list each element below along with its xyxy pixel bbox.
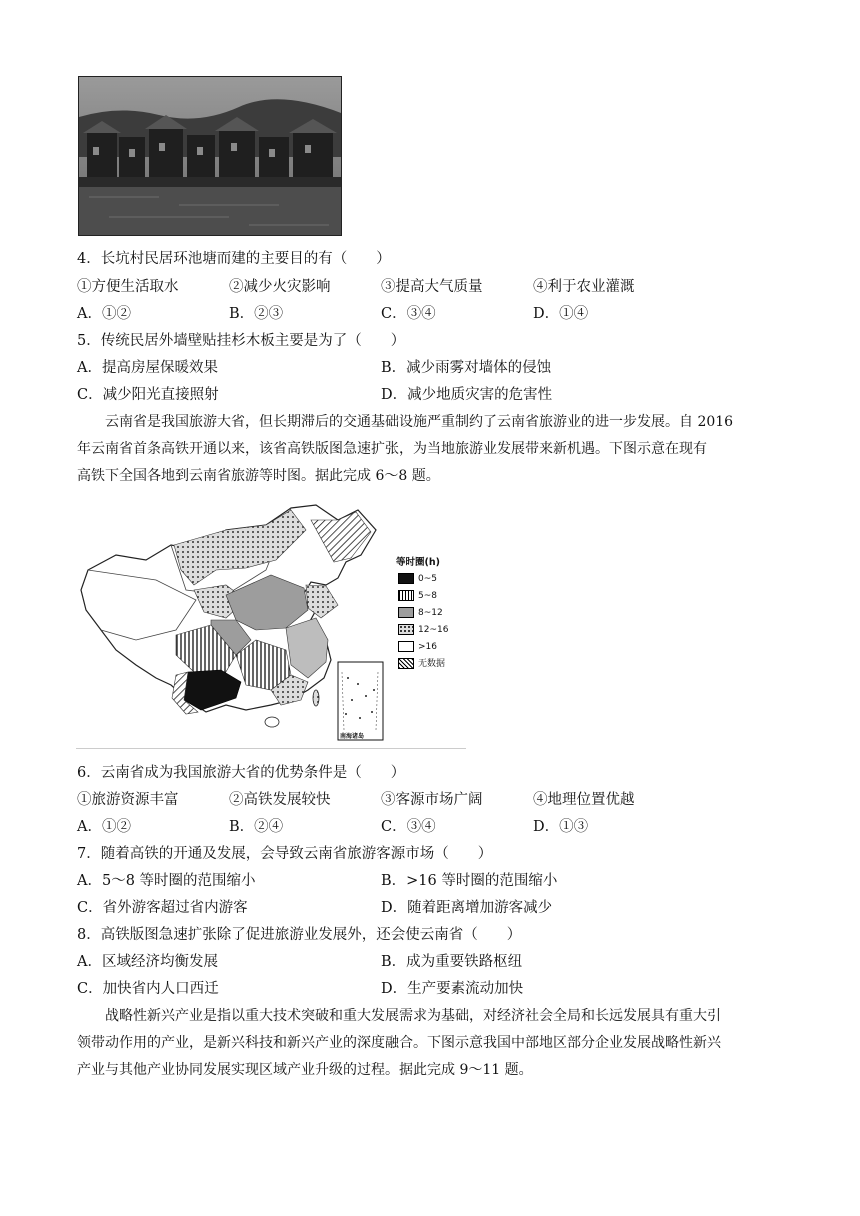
q6-choice-d: D．①③ (533, 819, 589, 835)
q8-choice-d: D．生产要素流动加快 (381, 981, 524, 997)
q6-choice-c: C．③④ (381, 819, 436, 835)
village-photo-drawing (79, 77, 341, 235)
passage-strategic-line-2: 领带动作用的产业，是新兴科技和新兴产业的深度融合。下图示意我国中部地区部分企业发展战略性新兴 (77, 1035, 721, 1051)
q6-choice-b: B．②④ (229, 819, 284, 835)
q4-choice-d: D．①④ (533, 306, 589, 322)
legend-label-8-12: 8~12 (418, 608, 443, 618)
legend-label-no-data: 无数据 (418, 659, 446, 669)
legend-no-data (398, 658, 445, 670)
q4-stem: 4．长坑村民居环池塘而建的主要目的有（ ） (77, 251, 391, 267)
passage-yunnan-line-3: 高铁下全国各地到云南省旅游等时图。据此完成 6～8 题。 (77, 468, 440, 484)
q6-item-3: ③客源市场广阔 (381, 792, 483, 808)
map-bottom-rule (76, 748, 466, 749)
q4-choice-a: A．①② (77, 306, 131, 322)
legend-0-5 (398, 573, 437, 585)
q6-choice-a: A．①② (77, 819, 131, 835)
legend-label-over-16: >16 (418, 642, 437, 652)
legend-label-12-16: 12~16 (418, 625, 449, 635)
q7-choice-c: C．省外游客超过省内游客 (77, 900, 248, 916)
q4-item-3: ③提高大气质量 (381, 279, 483, 295)
q7-stem: 7．随着高铁的开通及发展，会导致云南省旅游客源市场（ ） (77, 846, 493, 862)
q6-item-1: ①旅游资源丰富 (77, 792, 179, 808)
q7-choice-b: B．>16 等时圈的范围缩小 (381, 873, 558, 889)
passage-yunnan (77, 409, 777, 490)
passage-yunnan-line-2: 年云南省首条高铁开通以来，该省高铁版图急速扩张，为当地旅游业发展带来新机遇。下图示意在现有 (77, 441, 707, 457)
q4-choice-c: C．③④ (381, 306, 436, 322)
passage-yunnan-line-1: 云南省是我国旅游大省，但长期滞后的交通基础设施严重制约了云南省旅游业的进一步发展。自 2016 (105, 414, 734, 430)
inset-label: 南海诸岛 (340, 733, 365, 740)
passage-strategic-line-1: 战略性新兴产业是指以重大技术突破和重大发展需求为基础，对经济社会全局和长远发展具有重大引 (105, 1008, 721, 1024)
q5-stem: 5．传统民居外墙壁贴挂杉木板主要是为了（ ） (77, 333, 406, 349)
legend-label-5-8: 5~8 (418, 591, 437, 601)
legend-title: 等时圈(h) (396, 557, 440, 568)
legend-5-8 (398, 590, 437, 602)
q4-choice-b: B．②③ (229, 306, 284, 322)
q6-stem: 6．云南省成为我国旅游大省的优势条件是（ ） (77, 765, 406, 781)
q8-choice-a: A．区域经济均衡发展 (77, 954, 218, 970)
q4-item-1: ①方便生活取水 (77, 279, 179, 295)
legend-8-12 (398, 607, 443, 619)
legend-swatch-8-12 (398, 607, 414, 618)
legend-swatch-0-5 (398, 573, 414, 584)
q4-item-4: ④利于农业灌溉 (533, 279, 635, 295)
legend-swatch-over-16 (398, 641, 414, 652)
q8-choice-b: B．成为重要铁路枢纽 (381, 954, 523, 970)
q5-choice-b: B．减少雨雾对墙体的侵蚀 (381, 360, 552, 376)
q5-choice-a: A．提高房屋保暖效果 (77, 360, 218, 376)
q7-choice-d: D．随着距离增加游客减少 (381, 900, 553, 916)
q5-choice-d: D．减少地质灾害的危害性 (381, 387, 553, 403)
legend-swatch-5-8 (398, 590, 414, 601)
legend-over-16 (398, 641, 437, 653)
legend-swatch-no-data (398, 658, 414, 669)
q4-item-2: ②减少火灾影响 (229, 279, 331, 295)
q5-choice-c: C．减少阳光直接照射 (77, 387, 219, 403)
legend-swatch-12-16 (398, 624, 414, 635)
legend-label-0-5: 0~5 (418, 574, 437, 584)
village-photo (78, 76, 342, 236)
q7-choice-a: A．5～8 等时圈的范围缩小 (77, 873, 256, 889)
legend-12-16 (398, 624, 448, 636)
isochrone-map (76, 500, 466, 750)
q8-choice-c: C．加快省内人口西迁 (77, 981, 219, 997)
q6-item-2: ②高铁发展较快 (229, 792, 331, 808)
q6-item-4: ④地理位置优越 (533, 792, 635, 808)
q8-stem: 8．高铁版图急速扩张除了促进旅游业发展外，还会使云南省（ ） (77, 927, 522, 943)
passage-strategic-industry (77, 1003, 777, 1084)
passage-strategic-line-3: 产业与其他产业协同发展实现区域产业升级的过程。据此完成 9～11 题。 (77, 1062, 533, 1078)
